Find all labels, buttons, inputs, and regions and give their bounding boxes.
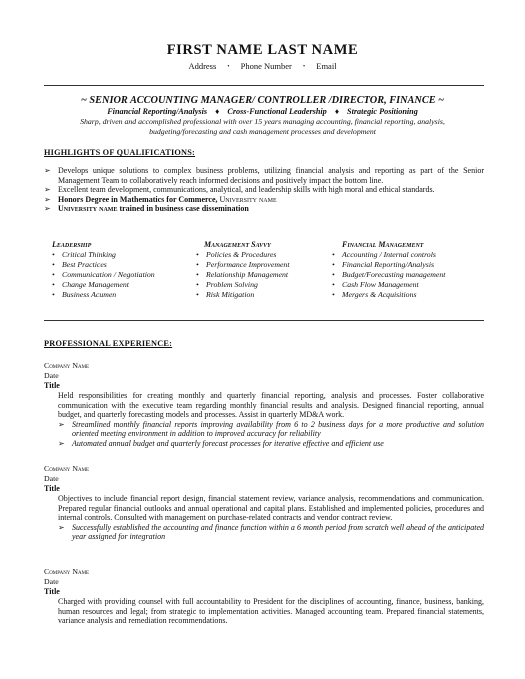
skills-column-financial <box>332 240 445 300</box>
skill-item: • Relationship Management <box>196 270 290 280</box>
achievement-text: Streamlined monthly financial reports improving availability from 6 to 2 business days for a more productive and solution oriented meeting environment in addition to improved accuracy for reliability <box>72 419 484 439</box>
job-entry <box>44 567 484 626</box>
tagline-item: Financial Reporting/Analysis <box>107 107 208 116</box>
achievement-item <box>58 420 484 439</box>
tagline <box>0 107 525 116</box>
skill-item: • Financial Reporting/Analysis <box>332 260 445 270</box>
company-name: Company Name <box>44 464 90 473</box>
company-name: Company Name <box>44 567 90 576</box>
arrow-bullet-icon: ➢ <box>58 522 65 532</box>
separator-dot: • <box>227 64 230 70</box>
highlight-text: Develops unique solutions to complex business problems, utilizing financial analysis and reporting as part of the Senior Management Team to collaboratively reach informed decisions and positively impact the bottom line. <box>58 166 484 185</box>
list-item <box>44 185 484 195</box>
skill-item: • Best Practices <box>52 260 155 270</box>
headline: ~ SENIOR ACCOUNTING MANAGER/ CONTROLLER /DIRECTOR, FINANCE ~ <box>80 95 445 106</box>
university-name: University name <box>219 194 277 204</box>
skill-item: • Critical Thinking <box>52 250 155 260</box>
arrow-bullet-icon: ➢ <box>44 194 51 204</box>
skill-item: • Change Management <box>52 280 155 290</box>
candidate-name: FIRST NAME LAST NAME <box>166 42 359 58</box>
arrow-bullet-icon: ➢ <box>58 438 65 448</box>
job-title: Title <box>44 587 60 596</box>
company-name: Company Name <box>44 361 90 370</box>
divider-rule <box>44 85 484 86</box>
arrow-bullet-icon: ➢ <box>58 419 65 429</box>
job-description: Objectives to include financial report design, financial statement review, variance analysis, recommendations and communication. Prepared regular financial outlooks and annual operational and capital plans. Established and implemented policies, procedures and internal controls. Consulted with management on purchase-related contracts and vendor contract review. <box>58 494 484 523</box>
highlights-list <box>44 166 484 214</box>
list-item <box>44 195 484 205</box>
contact-line <box>0 61 525 71</box>
skill-item: • Communication / Negotiation <box>52 270 155 280</box>
section-title-experience: PROFESSIONAL EXPERIENCE: <box>44 339 173 348</box>
job-entry <box>44 361 484 449</box>
job-description: Held responsibilities for creating monthly and quarterly financial reporting, analysis and processes. Foster collaborative communication with the executive team regarding monthly financial results and analysis. Designed financial reporting, annual budget, and quarterly forecasting models and processes. Assist in quarterly MD&A work. <box>58 391 484 420</box>
contact-email: Email <box>316 61 337 71</box>
summary: Sharp, driven and accomplished professional with over 15 years managing accounting, financial reporting, analysis, budgeting/forecasting and cash management processes and development <box>80 117 445 136</box>
skills-column-title: Management Savvy <box>204 240 271 249</box>
divider-rule <box>44 320 484 321</box>
separator-dot: • <box>303 64 306 70</box>
list-item <box>44 166 484 185</box>
tagline-item: Strategic Positioning <box>347 107 418 116</box>
list-item <box>44 204 484 214</box>
arrow-bullet-icon: ➢ <box>44 204 51 214</box>
job-description: Charged with providing counsel with full accountability to President for the disciplines of accounting, finance, business, banking, human resources and legal; from strategic to implementation activities. Managed accounting team. Prepared financial statements, variance analysis and remediation recommendations. <box>58 597 484 626</box>
skill-item: • Mergers & Acquisitions <box>332 290 445 300</box>
achievement-item <box>58 523 484 542</box>
training-text: trained in business case dissemination <box>119 204 249 214</box>
job-date: Date <box>44 577 59 586</box>
skill-item: • Budget/Forecasting management <box>332 270 445 280</box>
diamond-icon: ♦ <box>215 107 220 116</box>
job-title: Title <box>44 381 60 390</box>
university-name: University name <box>58 204 118 214</box>
skill-item: • Cash Flow Management <box>332 280 445 290</box>
highlight-text: Excellent team development, communications, analytical, and leadership skills with high moral and ethical standards. <box>58 185 435 195</box>
section-title-highlights: HIGHLIGHTS OF QUALIFICATIONS: <box>44 148 196 157</box>
diamond-icon: ♦ <box>334 107 339 116</box>
skill-item: • Accounting / Internal controls <box>332 250 445 260</box>
achievement-list <box>44 420 484 449</box>
contact-address: Address <box>188 61 217 71</box>
skill-item: • Problem Solving <box>196 280 290 290</box>
achievement-list <box>44 523 484 542</box>
degree-text: Honors Degree in Mathematics for Commerce, <box>58 194 218 204</box>
achievement-item <box>58 439 484 449</box>
skills-column-title: Leadership <box>52 240 92 249</box>
arrow-bullet-icon: ➢ <box>44 185 51 195</box>
tagline-item: Cross-Functional Leadership <box>227 107 327 116</box>
skill-item: • Risk Mitigation <box>196 290 290 300</box>
job-date: Date <box>44 474 59 483</box>
skills-column-management <box>196 240 290 300</box>
achievement-text: Successfully established the accounting and finance function within a 6 month period from scratch well ahead of the anticipated year assigned for integration <box>72 522 484 542</box>
contact-phone: Phone Number <box>240 61 292 71</box>
arrow-bullet-icon: ➢ <box>44 166 51 175</box>
skills-column-title: Financial Management <box>342 240 424 249</box>
achievement-text: Automated annual budget and quarterly forecast processes for iterative effective and efficient use <box>72 438 384 448</box>
skill-item: • Policies & Procedures <box>196 250 290 260</box>
job-entry <box>44 464 484 542</box>
skill-item: • Performance Improvement <box>196 260 290 270</box>
skill-item: • Business Acumen <box>52 290 155 300</box>
job-date: Date <box>44 371 59 380</box>
skills-column-leadership <box>52 240 155 300</box>
job-title: Title <box>44 484 60 493</box>
